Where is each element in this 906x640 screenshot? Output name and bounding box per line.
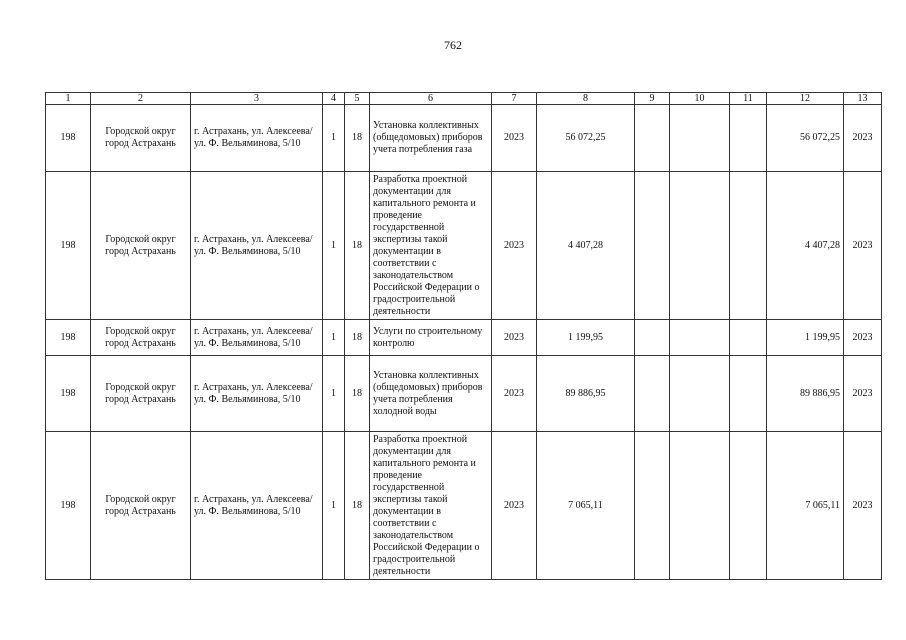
col9-cell — [635, 432, 670, 580]
row-number: 198 — [46, 172, 91, 320]
col5-cell: 18 — [345, 105, 370, 172]
column-header: 10 — [670, 93, 730, 105]
municipality-cell: Городской округ город Астрахань — [91, 172, 191, 320]
column-header: 5 — [345, 93, 370, 105]
end-year-cell: 2023 — [844, 320, 882, 356]
col10-cell — [670, 105, 730, 172]
col11-cell — [730, 432, 767, 580]
municipality-cell: Городской округ город Астрахань — [91, 432, 191, 580]
year-cell: 2023 — [492, 105, 537, 172]
col11-cell — [730, 356, 767, 432]
address-cell: г. Астрахань, ул. Алексеева/ ул. Ф. Вельяминова, 5/10 — [191, 356, 323, 432]
year-cell: 2023 — [492, 356, 537, 432]
col5-cell: 18 — [345, 356, 370, 432]
col4-cell: 1 — [323, 432, 345, 580]
municipality-cell: Городской округ город Астрахань — [91, 356, 191, 432]
col5-cell: 18 — [345, 432, 370, 580]
work-type-cell: Разработка проектной документации для капитального ремонта и проведение государственной экспертизы такой документации в соответствии с законодательством Российской Федерации о градостроительной деятельности — [370, 172, 492, 320]
municipality-cell: Городской округ город Астрахань — [91, 105, 191, 172]
page-number: 762 — [444, 38, 462, 52]
col10-cell — [670, 320, 730, 356]
address-cell: г. Астрахань, ул. Алексеева/ ул. Ф. Вельяминова, 5/10 — [191, 432, 323, 580]
cost-cell: 7 065,11 — [537, 432, 635, 580]
col4-cell: 1 — [323, 320, 345, 356]
col4-cell: 1 — [323, 172, 345, 320]
row-number: 198 — [46, 356, 91, 432]
column-number-row — [46, 93, 882, 105]
municipality-cell: Городской округ город Астрахань — [91, 320, 191, 356]
col9-cell — [635, 320, 670, 356]
column-header: 6 — [370, 93, 492, 105]
end-year-cell: 2023 — [844, 356, 882, 432]
table-row — [46, 172, 882, 320]
table-row — [46, 320, 882, 356]
column-header: 3 — [191, 93, 323, 105]
total-cell: 89 886,95 — [767, 356, 844, 432]
total-cell: 4 407,28 — [767, 172, 844, 320]
address-cell: г. Астрахань, ул. Алексеева/ ул. Ф. Вельяминова, 5/10 — [191, 172, 323, 320]
col5-cell: 18 — [345, 172, 370, 320]
column-header: 7 — [492, 93, 537, 105]
col9-cell — [635, 105, 670, 172]
table-row — [46, 432, 882, 580]
address-cell: г. Астрахань, ул. Алексеева/ ул. Ф. Вельяминова, 5/10 — [191, 320, 323, 356]
end-year-cell: 2023 — [844, 432, 882, 580]
column-header: 8 — [537, 93, 635, 105]
col10-cell — [670, 356, 730, 432]
col5-cell: 18 — [345, 320, 370, 356]
total-cell: 1 199,95 — [767, 320, 844, 356]
end-year-cell: 2023 — [844, 105, 882, 172]
total-cell: 56 072,25 — [767, 105, 844, 172]
year-cell: 2023 — [492, 320, 537, 356]
col4-cell: 1 — [323, 105, 345, 172]
work-type-cell: Услуги по строительному контролю — [370, 320, 492, 356]
column-header: 13 — [844, 93, 882, 105]
column-header: 4 — [323, 93, 345, 105]
col10-cell — [670, 172, 730, 320]
col11-cell — [730, 320, 767, 356]
cost-cell: 89 886,95 — [537, 356, 635, 432]
work-type-cell: Установка коллективных (общедомовых) приборов учета потребления газа — [370, 105, 492, 172]
year-cell: 2023 — [492, 172, 537, 320]
col9-cell — [635, 356, 670, 432]
col9-cell — [635, 172, 670, 320]
row-number: 198 — [46, 432, 91, 580]
column-header: 12 — [767, 93, 844, 105]
row-number: 198 — [46, 320, 91, 356]
col10-cell — [670, 432, 730, 580]
address-cell: г. Астрахань, ул. Алексеева/ ул. Ф. Вельяминова, 5/10 — [191, 105, 323, 172]
cost-cell: 4 407,28 — [537, 172, 635, 320]
column-header: 1 — [46, 93, 91, 105]
col4-cell: 1 — [323, 356, 345, 432]
table-row — [46, 356, 882, 432]
work-type-cell: Установка коллективных (общедомовых) приборов учета потребления холодной воды — [370, 356, 492, 432]
row-number: 198 — [46, 105, 91, 172]
capital-repair-table — [45, 92, 882, 580]
col11-cell — [730, 105, 767, 172]
col11-cell — [730, 172, 767, 320]
cost-cell: 1 199,95 — [537, 320, 635, 356]
year-cell: 2023 — [492, 432, 537, 580]
column-header: 11 — [730, 93, 767, 105]
cost-cell: 56 072,25 — [537, 105, 635, 172]
end-year-cell: 2023 — [844, 172, 882, 320]
column-header: 9 — [635, 93, 670, 105]
column-header: 2 — [91, 93, 191, 105]
table-row — [46, 105, 882, 172]
work-type-cell: Разработка проектной документации для капитального ремонта и проведение государственной экспертизы такой документации в соответствии с законодательством Российской Федерации о градостроительной деятельности — [370, 432, 492, 580]
total-cell: 7 065,11 — [767, 432, 844, 580]
